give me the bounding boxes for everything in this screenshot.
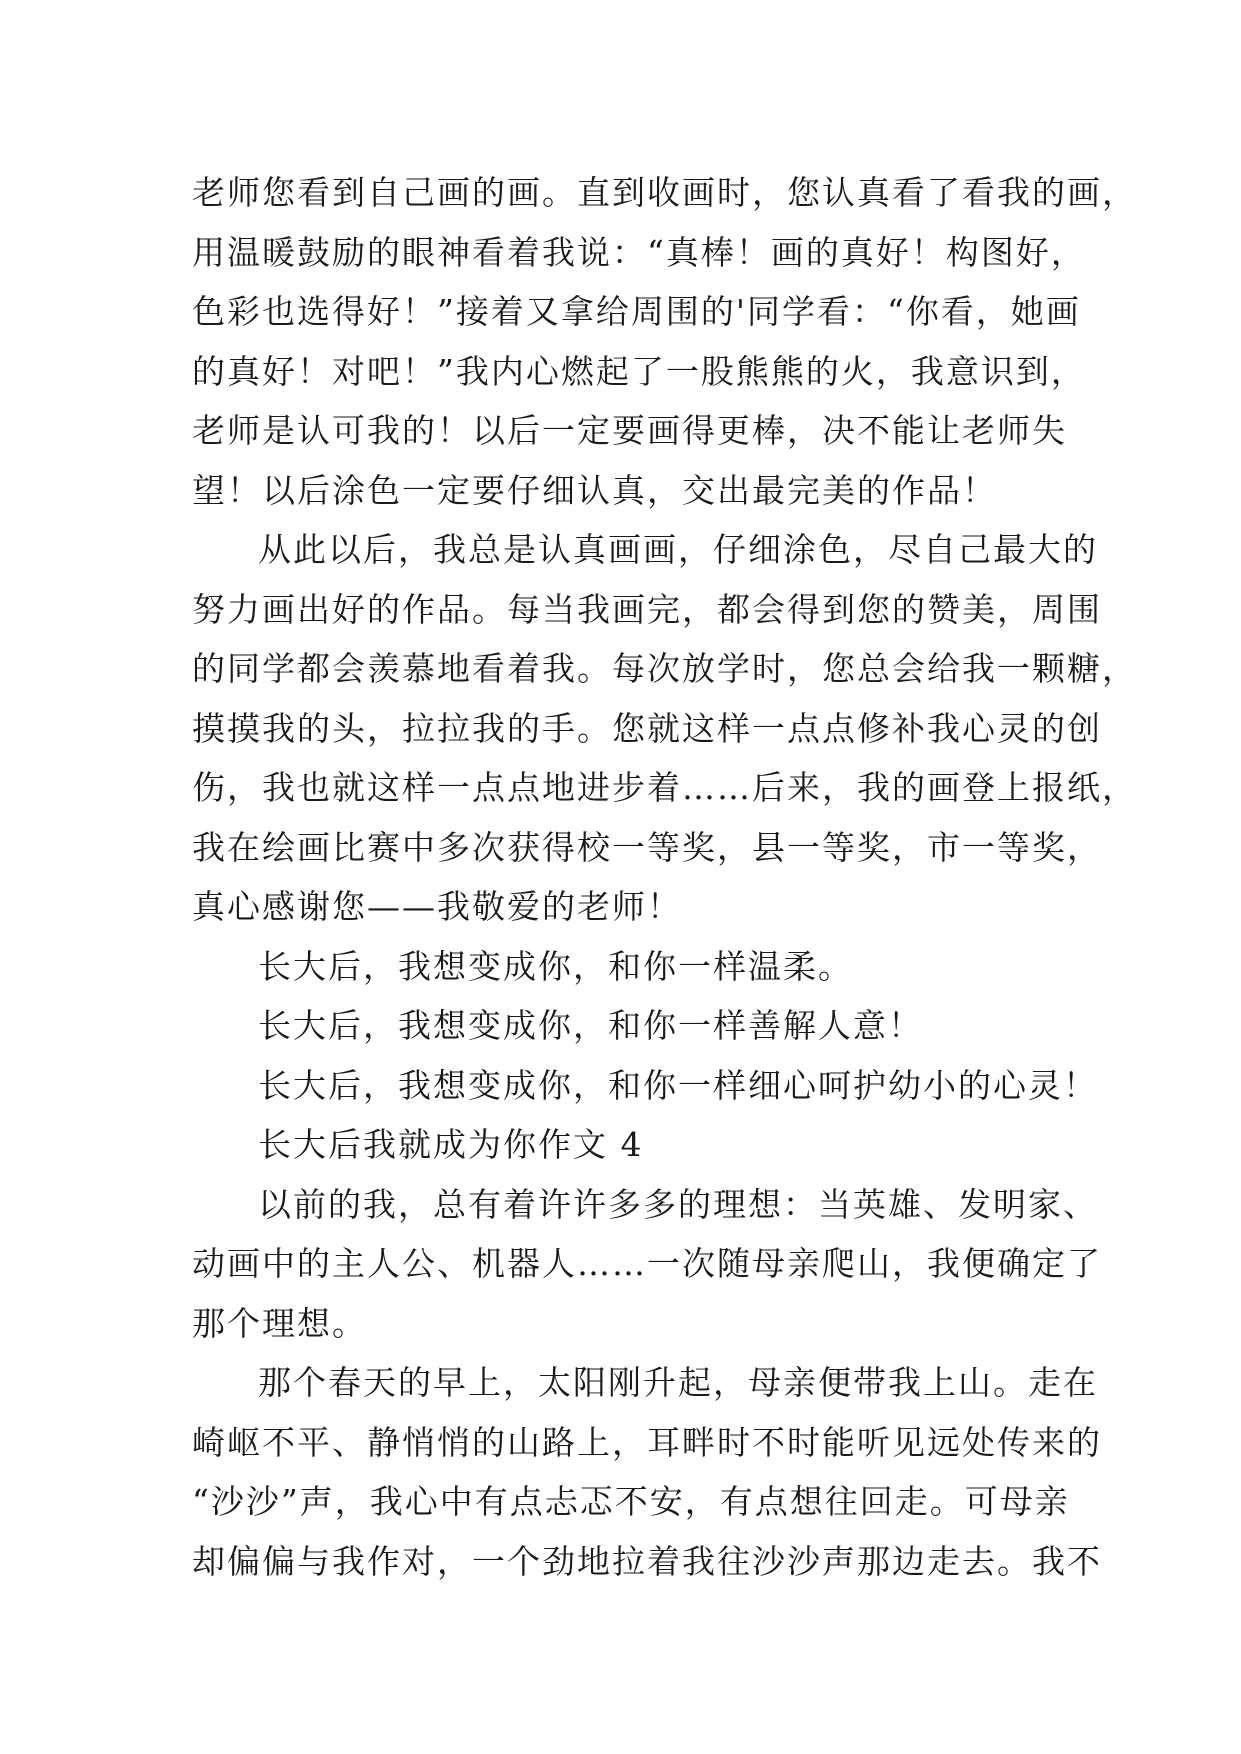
- body-text: [192, 163, 1137, 1591]
- text-line: 老师您看到自己画的画。直到收画时，您认真看了看我的画，: [192, 173, 1137, 212]
- text-line: 却偏偏与我作对，一个劲地拉着我往沙沙声那边走去。我不: [192, 1541, 1102, 1581]
- text-line: 望！以后涂色一定要仔细认真，交出最完美的作品！: [192, 470, 997, 510]
- text-line: 那个春天的早上，太阳刚升起，母亲便带我上山。走在: [258, 1363, 1098, 1402]
- text-line: 那个理想。: [192, 1303, 367, 1343]
- text-line: 以前的我，总有着许许多多的理想：当英雄、发明家、: [258, 1184, 1098, 1224]
- text-line: 崎岖不平、静悄悄的山路上，耳畔时不时能听见远处传来的: [192, 1422, 1102, 1462]
- text-line: 的真好！对吧！”我内心燃起了一股熊熊的火，我意识到，: [192, 351, 1086, 391]
- text-line: 长大后，我想变成你，和你一样善解人意！: [258, 1006, 923, 1045]
- text-line: 长大后，我想变成你，和你一样细心呵护幼小的心灵！: [258, 1065, 1098, 1105]
- text-line: 长大后，我想变成你，和你一样温柔。: [258, 946, 853, 986]
- text-line: 的同学都会羡慕地看着我。每次放学时，您总会给我一颗糖，: [192, 649, 1137, 688]
- text-line: 摸摸我的头，拉拉我的手。您就这样一点点修补我心灵的创: [192, 708, 1102, 748]
- text-line: 从此以后，我总是认真画画，仔细涂色，尽自己最大的: [258, 530, 1098, 569]
- text-line: 老师是认可我的！以后一定要画得更棒，决不能让老师失: [192, 411, 1067, 450]
- text-line: 伤，我也就这样一点点地进步着……后来，我的画登上报纸，: [192, 768, 1137, 807]
- text-line: 用温暖鼓励的眼神看着我说：“真棒！画的真好！构图好，: [192, 232, 1086, 272]
- text-line: 长大后我就成为你作文 4: [258, 1125, 644, 1164]
- text-line: 色彩也选得好！”接着又拿给周围的'同学看：“你看，她画: [192, 292, 1081, 331]
- text-line: 努力画出好的作品。每当我画完，都会得到您的赞美，周围: [192, 589, 1102, 629]
- text-line: 动画中的主人公、机器人……一次随母亲爬山，我便确定了: [192, 1244, 1102, 1283]
- text-line: 真心感谢您——我敬爱的老师！: [192, 887, 682, 926]
- text-line: 我在绘画比赛中多次获得校一等奖，县一等奖，市一等奖，: [192, 827, 1102, 867]
- text-line: “沙沙”声，我心中有点忐忑不安，有点想往回走。可母亲: [192, 1482, 1070, 1521]
